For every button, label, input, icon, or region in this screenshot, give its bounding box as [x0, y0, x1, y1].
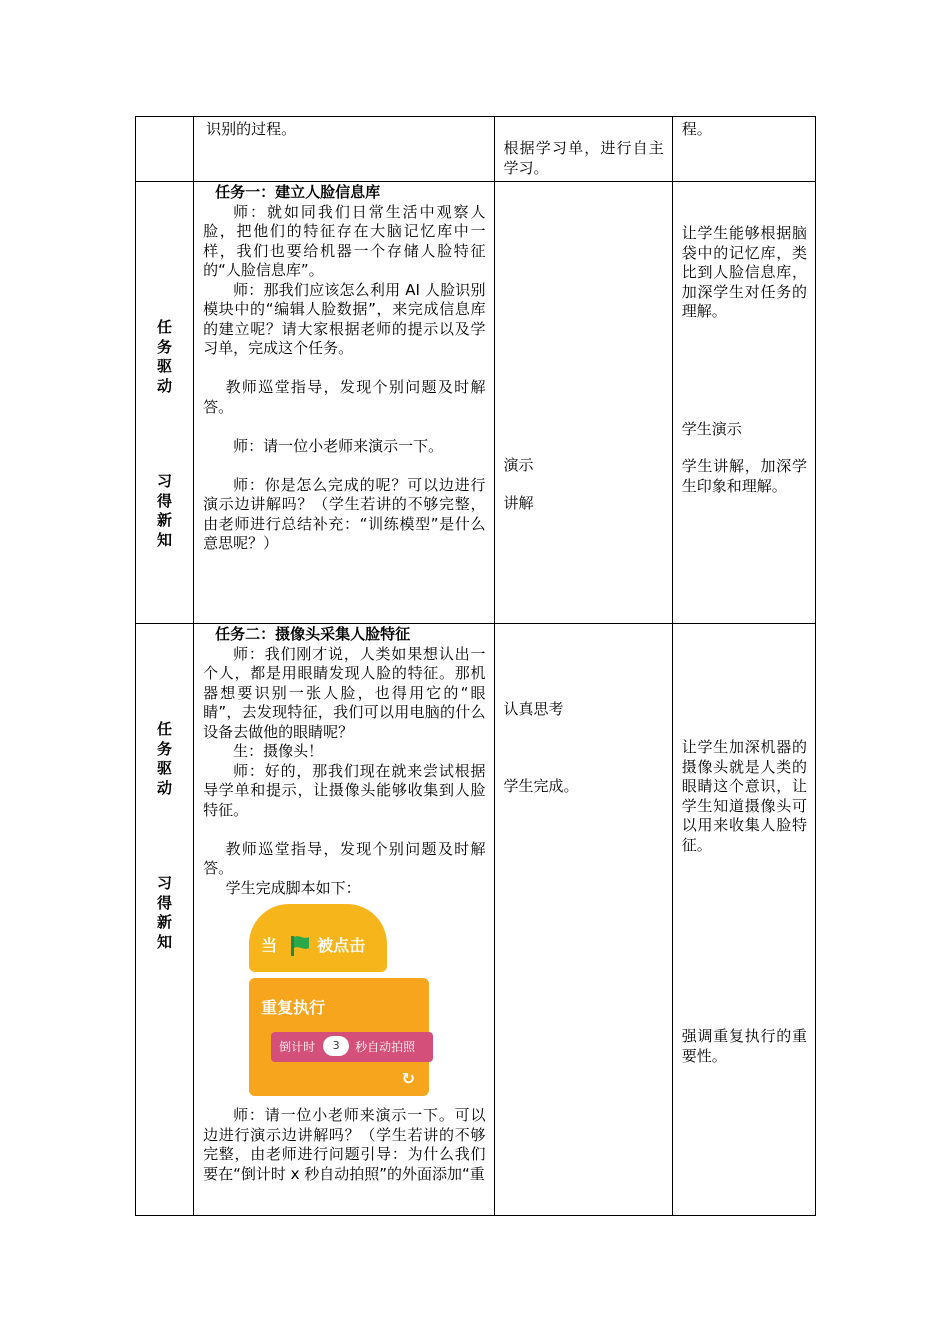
lesson-plan-table	[135, 116, 816, 1216]
paragraph: 师：我们刚才说，人类如果想认出一个人，都是用眼睛发现人脸的特征。那机器想要识别一张人脸，也得用它的“眼睛”，去发现特征，我们可以用电脑的什么设备去做他的眼睛呢？	[203, 644, 486, 741]
hat-label-clicked: 被点击	[317, 936, 366, 955]
countdown-photo-block	[271, 1032, 433, 1062]
purpose-text: 让学生加深机器的摄像头就是人类的眼睛这个意识，让学生知道摄像头可以用来收集人脸特征。	[681, 738, 807, 854]
paragraph: 师：你是怎么完成的呢？可以边进行演示边讲解吗？（学生若讲的不够完整，由老师进行总结补充：“训练模型”是什么意思呢？）	[203, 475, 486, 552]
paragraph: 学生完成脚本如下：	[225, 878, 361, 897]
hat-label-when: 当	[261, 936, 278, 955]
side-cell	[136, 624, 194, 1216]
purpose-cell	[672, 117, 815, 182]
student-activity-cell	[494, 117, 672, 182]
countdown-label: 倒计时	[279, 1040, 316, 1054]
side-cell	[136, 117, 194, 182]
paragraph: 师：好的，那我们现在就来尝试根据导学单和提示，让摄像头能够收集到人脸特征。	[203, 761, 486, 819]
countdown-value: 3	[323, 1036, 349, 1056]
side-label-top: 任 务 驱 动	[157, 720, 173, 797]
loop-arrow-icon: ↻	[401, 1068, 416, 1088]
task-title: 任务二：摄像头采集人脸特征	[215, 625, 411, 643]
student-text: 演示	[503, 456, 534, 474]
teacher-activity-cell	[194, 624, 494, 1216]
paragraph: 教师巡堂指导，发现个别问题及时解答。	[203, 839, 486, 877]
table-row	[136, 624, 816, 1216]
student-text: 认真思考	[503, 700, 564, 718]
paragraph: 生：摄像头！	[233, 742, 324, 760]
purpose-cell	[672, 182, 815, 624]
row0-purpose-text: 程。	[681, 120, 712, 138]
repeat-forever-block	[249, 978, 429, 1096]
purpose-text: 强调重复执行的重要性。	[681, 1027, 807, 1065]
paragraph: 师：请一位小老师来演示一下。可以边进行演示边讲解吗？（学生若讲的不够完整，由老师进行问题引导：为什么我们要在“倒计时 x 秒自动拍照”的外面添加“重	[203, 1106, 486, 1183]
side-label-bottom: 习 得 新 知	[157, 472, 173, 549]
paragraph: 师：那我们应该怎么利用 AI 人脸识别模块中的“编辑人脸数据”，来完成信息库的建立呢？请大家根据老师的提示以及学习单，完成这个任务。	[203, 280, 486, 357]
purpose-cell	[672, 624, 815, 1216]
paragraph: 师：就如同我们日常生活中观察人脸，把他们的特征存在大脑记忆库中一样，我们也要给机器一个存储人脸特征的“人脸信息库”。	[203, 202, 486, 279]
repeat-label: 重复执行	[261, 998, 326, 1017]
student-text: 讲解	[503, 493, 534, 512]
purpose-text: 学生演示	[681, 419, 742, 438]
scratch-script-image	[243, 904, 433, 1100]
teacher-activity-cell	[194, 182, 494, 624]
teacher-activity-cell	[194, 117, 494, 182]
table-row	[136, 182, 816, 624]
table-row	[136, 117, 816, 182]
paragraph: 教师巡堂指导，发现个别问题及时解答。	[203, 378, 486, 416]
row0-teacher-text: 识别的过程。	[206, 120, 297, 138]
when-flag-clicked-block	[249, 904, 387, 972]
student-activity-cell	[494, 182, 672, 624]
purpose-text: 让学生能够根据脑袋中的记忆库，类比到人脸信息库，加深学生对任务的理解。	[681, 224, 807, 320]
photo-label: 秒自动拍照	[355, 1040, 416, 1054]
student-text: 学生完成。	[503, 776, 579, 795]
side-label-bottom: 习 得 新 知	[157, 874, 173, 951]
student-activity-cell	[494, 624, 672, 1216]
purpose-text: 学生讲解，加深学生印象和理解。	[681, 457, 807, 495]
task-title: 任务一：建立人脸信息库	[215, 183, 381, 201]
side-cell	[136, 182, 194, 624]
paragraph: 师：请一位小老师来演示一下。	[233, 436, 444, 455]
side-label-top: 任 务 驱 动	[157, 318, 173, 395]
row0-student-text: 根据学习单，进行自主学习。	[503, 139, 664, 177]
green-flag-icon	[289, 934, 311, 958]
